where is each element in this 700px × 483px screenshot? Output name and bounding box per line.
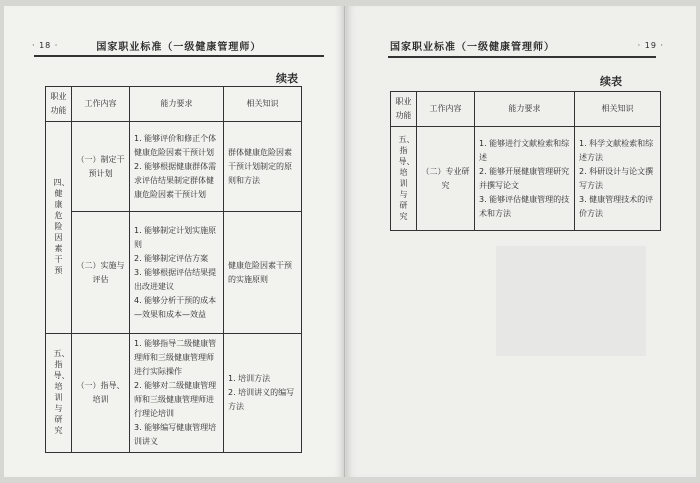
table-header-row <box>391 92 661 127</box>
ability-text: 2. 能够开展健康管理研究并撰写论文 <box>479 166 570 190</box>
function-label: 五、指导、培训与研究 <box>53 349 70 435</box>
function-cell <box>391 127 417 231</box>
function-cell <box>46 122 72 334</box>
ability-text: 1. 能够评价和修正个体健康危险因素干预计划 <box>134 133 217 157</box>
abilities-cell <box>130 334 224 453</box>
abilities-cell <box>130 212 224 334</box>
knowledge-cell: 1. 培训方法 2. 培训讲义的编写方法 <box>224 334 302 453</box>
table-row <box>391 127 661 231</box>
ability-text: 2. 能够根据健康群体需求评估结果制定群体健康危险因素干预计划 <box>134 161 217 199</box>
ability-text: 3. 能够编写健康管理培训讲义 <box>134 423 217 446</box>
function-label: 五、指导、培训与研究 <box>398 134 415 221</box>
table-row <box>46 212 302 334</box>
table-row <box>46 122 302 212</box>
ability-text: 3. 能够根据评估结果提出改进建议 <box>134 267 217 291</box>
table-row <box>46 334 302 453</box>
knowledge-text: 3. 健康管理技术的评价方法 <box>579 194 654 218</box>
ability-text: 4. 能够分析干预的成本—效果和成本—效益 <box>134 295 217 319</box>
right-continued-label: 续表 <box>600 75 622 88</box>
column-header: 职业功能 <box>46 87 72 122</box>
left-page <box>4 6 345 477</box>
right-page-number: · 19 · <box>637 40 664 50</box>
left-header-rule <box>34 55 324 57</box>
right-page-header <box>390 38 664 52</box>
column-header: 相关知识 <box>224 87 302 122</box>
knowledge-cell: 健康危险因素干预的实施原则 <box>224 212 302 334</box>
column-header: 职业功能 <box>391 92 417 127</box>
table-header-row <box>46 87 302 122</box>
right-running-title: 国家职业标准（一级健康管理师） <box>390 41 555 53</box>
ability-text: 3. 能够评估健康管理的技术和方法 <box>479 194 570 218</box>
left-page-header <box>32 38 326 52</box>
left-continued-label: 续表 <box>276 72 298 85</box>
knowledge-cell: 群体健康危险因素干预计划制定的原则和方法 <box>224 122 302 212</box>
function-label: 四、健康危险因素干预 <box>53 178 70 275</box>
right-standards-table <box>390 91 661 231</box>
column-header: 工作内容 <box>72 87 130 122</box>
left-standards-table <box>45 86 302 453</box>
column-header: 工作内容 <box>417 92 475 127</box>
ability-text: 1. 能够制定计划实施原则 <box>134 225 217 249</box>
ability-text: 2. 能够制定评估方案 <box>134 253 209 263</box>
knowledge-text: 1. 科学文献检索和综述方法 <box>579 138 654 162</box>
ability-text: 1. 能够进行文献检索和综述 <box>479 138 570 162</box>
left-page-number: · 18 · <box>32 40 59 50</box>
column-header: 相关知识 <box>575 92 661 127</box>
knowledge-text: 2. 科研设计与论文撰写方法 <box>579 166 654 190</box>
work-item-cell: （二）实施与评估 <box>72 212 130 334</box>
work-item-cell: （一）制定干预计划 <box>72 122 130 212</box>
work-item-cell: （一）指导、培训 <box>72 334 130 453</box>
ability-text: 1. 能够指导二级健康管理师和三级健康管理师进行实际操作 <box>134 339 217 376</box>
right-header-rule <box>388 56 656 58</box>
left-running-title: 国家职业标准（一级健康管理师） <box>96 41 262 53</box>
column-header: 能力要求 <box>130 87 224 122</box>
abilities-cell <box>130 122 224 212</box>
bleed-through-shadow <box>496 246 646 356</box>
right-page <box>346 6 696 477</box>
work-item-cell: （二）专业研究 <box>417 127 475 231</box>
knowledge-cell <box>575 127 661 231</box>
abilities-cell <box>475 127 575 231</box>
ability-text: 2. 能够对二级健康管理师和三级健康管理师进行理论培训 <box>134 381 217 418</box>
function-cell <box>46 334 72 453</box>
column-header: 能力要求 <box>475 92 575 127</box>
